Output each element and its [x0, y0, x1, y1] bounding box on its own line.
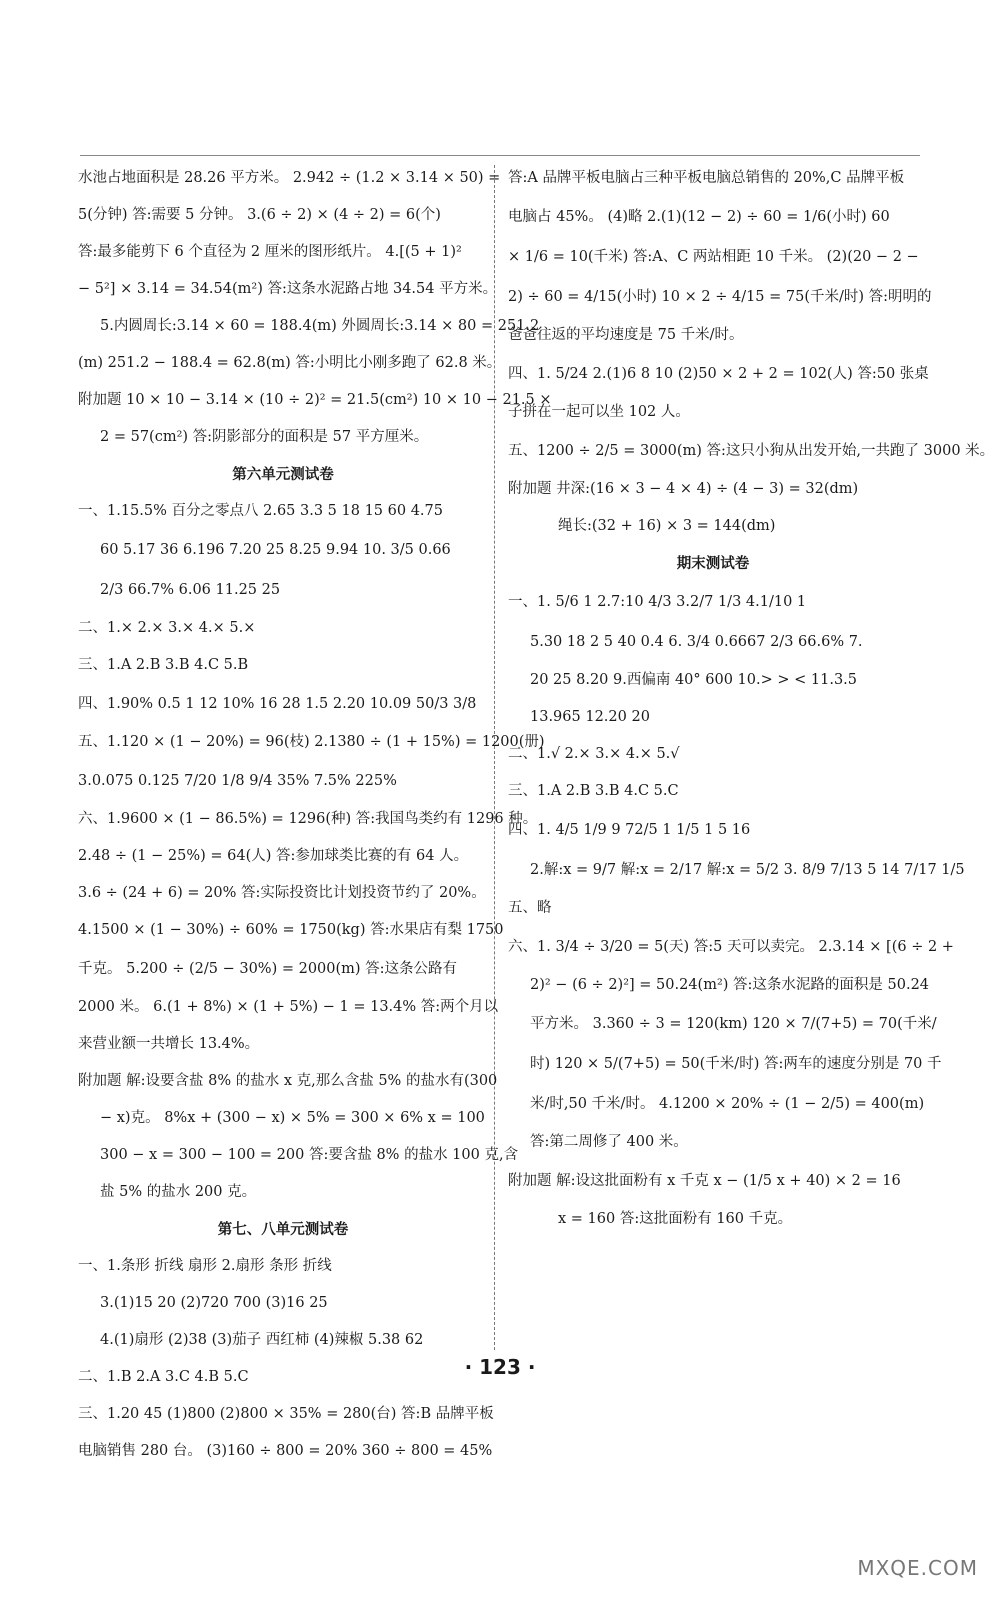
answer-line: 2 = 57(cm²) 答:阴影部分的面积是 57 平方厘米。 — [100, 429, 429, 445]
section-heading: 第七、八单元测试卷 — [217, 1221, 349, 1238]
answer-line: 3.0.075 0.125 7/20 1/8 9/4 35% 7.5% 225% — [78, 773, 397, 789]
answer-line: 300 − x = 300 − 100 = 200 答:要含盐 8% 的盐水 100 克,含 — [100, 1147, 519, 1163]
answer-line: 四、1. 4/5 1/9 9 72/5 1 1/5 1 5 16 — [508, 822, 751, 838]
answer-line: 四、1. 5/24 2.(1)6 8 10 (2)50 × 2 + 2 = 102(人) 答:50 张桌 — [508, 366, 929, 382]
answer-line: 子拼在一起可以坐 102 人。 — [508, 404, 690, 420]
answer-line: 六、1. 3/4 ÷ 3/20 = 5(天) 答:5 天可以卖完。 2.3.14 × [(6 ÷ 2 + — [508, 939, 954, 955]
answer-line: 平方米。 3.360 ÷ 3 = 120(km) 120 × 7/(7+5) = 70(千米/ — [530, 1016, 937, 1032]
answer-line: 六、1.9600 × (1 − 86.5%) = 1296(种) 答:我国鸟类约有 1296 种。 — [78, 811, 538, 827]
answer-line: (m) 251.2 − 188.4 = 62.8(m) 答:小明比小刚多跑了 62.8 米。 — [78, 355, 502, 371]
answer-line: 2.48 ÷ (1 − 25%) = 64(人) 答:参加球类比赛的有 64 人。 — [78, 848, 469, 864]
answer-line: 五、略 — [508, 900, 552, 916]
answer-line: 电脑销售 280 台。 (3)160 ÷ 800 = 20% 360 ÷ 800 = 45% — [78, 1443, 493, 1459]
answer-line: 一、1.15.5% 百分之零点八 2.65 3.3 5 18 15 60 4.75 — [78, 503, 443, 519]
answer-line: 五、1.120 × (1 − 20%) = 96(枝) 2.1380 ÷ (1 + 15%) = 1200(册) — [78, 734, 545, 750]
answer-line: 答:最多能剪下 6 个直径为 2 厘米的图形纸片。 4.[(5 + 1)² — [78, 244, 462, 260]
answer-line: 电脑占 45%。 (4)略 2.(1)(12 − 2) ÷ 60 = 1/6(小时) 60 — [508, 209, 890, 225]
answer-line: 附加题 解:设要含盐 8% 的盐水 x 克,那么含盐 5% 的盐水有(300 — [78, 1073, 498, 1089]
answer-line: 三、1.A 2.B 3.B 4.C 5.C — [508, 783, 679, 799]
answer-line: 时) 120 × 5/(7+5) = 50(千米/时) 答:两车的速度分别是 70 千 — [530, 1056, 942, 1072]
answer-line: 五、1200 ÷ 2/5 = 3000(m) 答:这只小狗从出发开始,一共跑了 3000 米。 — [508, 443, 995, 459]
answer-line: 绳长:(32 + 16) × 3 = 144(dm) — [558, 518, 776, 534]
answer-line: 千克。 5.200 ÷ (2/5 − 30%) = 2000(m) 答:这条公路有 — [78, 961, 458, 977]
answer-line: 答:第二周修了 400 米。 — [530, 1134, 688, 1150]
answer-line: 3.6 ÷ (24 + 6) = 20% 答:实际投资比计划投资节约了 20%。 — [78, 885, 486, 901]
answer-line: 二、1.B 2.A 3.C 4.B 5.C — [78, 1369, 249, 1385]
answer-line: 5.30 18 2 5 40 0.4 6. 3/4 0.6667 2/3 66.6% 7. — [530, 634, 863, 650]
answer-line: 答:A 品牌平板电脑占三种平板电脑总销售的 20%,C 品牌平板 — [508, 170, 905, 186]
section-heading: 期末测试卷 — [676, 555, 750, 572]
answer-line: 2000 米。 6.(1 + 8%) × (1 + 5%) − 1 = 13.4% 答:两个月以 — [78, 999, 499, 1015]
answer-line: 4.(1)扇形 (2)38 (3)茄子 西红柿 (4)辣椒 5.38 62 — [100, 1332, 424, 1348]
answer-line: 4.1500 × (1 − 30%) ÷ 60% = 1750(kg) 答:水果店有梨 1750 — [78, 922, 504, 938]
answer-line: 米/时,50 千米/时。 4.1200 × 20% ÷ (1 − 2/5) = 400(m) — [530, 1096, 925, 1112]
answer-line: 2.解:x = 9/7 解:x = 2/17 解:x = 5/2 3. 8/9 7/13 5 14 7/17 1/5 — [530, 862, 965, 878]
answer-line: 5(分钟) 答:需要 5 分钟。 3.(6 ÷ 2) × (4 ÷ 2) = 6(个) — [78, 207, 441, 223]
answer-line: 一、1.条形 折线 扇形 2.扇形 条形 折线 — [78, 1258, 332, 1274]
answer-line: 2)² − (6 ÷ 2)²] = 50.24(m²) 答:这条水泥路的面积是 50.24 — [530, 977, 930, 993]
answer-line: 附加题 井深:(16 × 3 − 4 × 4) ÷ (4 − 3) = 32(dm) — [508, 481, 859, 497]
answer-line: 2/3 66.7% 6.06 11.25 25 — [100, 582, 281, 598]
right-column — [508, 160, 995, 1238]
answer-line: 四、1.90% 0.5 1 12 10% 16 28 1.5 2.20 10.09 50/3 3/8 — [78, 696, 477, 712]
answer-line: 13.965 12.20 20 — [530, 709, 650, 725]
answer-line: 盐 5% 的盐水 200 克。 — [100, 1184, 257, 1200]
watermark-text: MXQE.COM — [857, 1556, 978, 1580]
answer-line: × 1/6 = 10(千米) 答:A、C 两站相距 10 千米。 (2)(20 − 2 − — [508, 249, 919, 265]
answer-line: 附加题 10 × 10 − 3.14 × (10 ÷ 2)² = 21.5(cm²) 10 × 10 − 21.5 × — [78, 392, 552, 408]
answer-line: 3.(1)15 20 (2)720 700 (3)16 25 — [100, 1295, 328, 1311]
answer-line: 5.内圆周长:3.14 × 60 = 188.4(m) 外圆周长:3.14 × 80 = 251.2 — [100, 318, 540, 334]
answer-line: 60 5.17 36 6.196 7.20 25 8.25 9.94 10. 3/5 0.66 — [100, 542, 451, 558]
answer-line: 爸爸往返的平均速度是 75 千米/时。 — [508, 327, 744, 343]
answer-line: 附加题 解:设这批面粉有 x 千克 x − (1/5 x + 40) × 2 = 16 — [508, 1173, 901, 1189]
answer-line: 2) ÷ 60 = 4/15(小时) 10 × 2 ÷ 4/15 = 75(千米/时) 答:明明的 — [508, 289, 932, 305]
answer-line: 20 25 8.20 9.西偏南 40° 600 10.> > < 11.3.5 — [530, 672, 858, 688]
answer-line: 来营业额一共增长 13.4%。 — [78, 1036, 260, 1052]
answer-line: 一、1. 5/6 1 2.7:10 4/3 3.2/7 1/3 4.1/10 1 — [508, 594, 807, 610]
answer-line: − 5²] × 3.14 = 34.54(m²) 答:这条水泥路占地 34.54 平方米。 — [78, 281, 498, 297]
page-number: · 123 · — [464, 1355, 536, 1379]
answer-line: 三、1.A 2.B 3.B 4.C 5.B — [78, 657, 249, 673]
answer-line: 水池占地面积是 28.26 平方米。 2.942 ÷ (1.2 × 3.14 × 50) = — [78, 170, 501, 186]
top-rule — [80, 155, 920, 156]
answer-line: − x)克。 8%x + (300 − x) × 5% = 300 × 6% x = 100 — [100, 1110, 485, 1126]
answer-line: 二、1.√ 2.× 3.× 4.× 5.√ — [508, 746, 680, 762]
answer-line: 二、1.× 2.× 3.× 4.× 5.× — [78, 620, 256, 636]
answer-line: 三、1.20 45 (1)800 (2)800 × 35% = 280(台) 答:B 品牌平板 — [78, 1406, 494, 1422]
section-heading: 第六单元测试卷 — [232, 466, 334, 483]
answer-line: x = 160 答:这批面粉有 160 千克。 — [558, 1211, 793, 1227]
